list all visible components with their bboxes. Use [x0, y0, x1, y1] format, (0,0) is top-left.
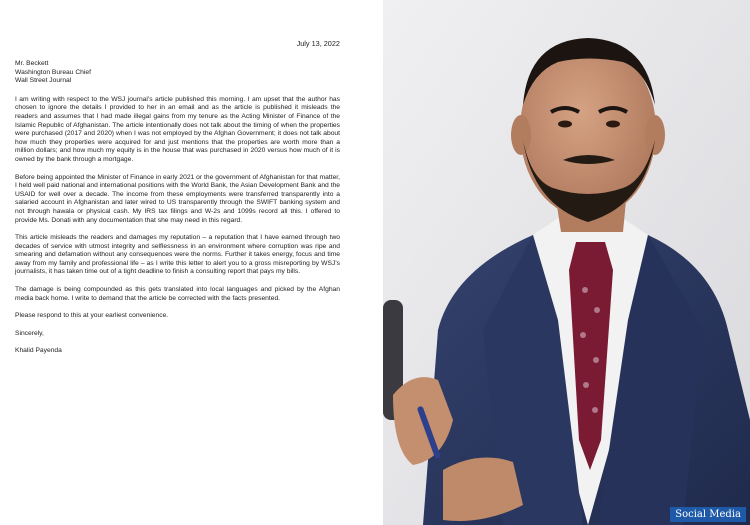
right-ear	[645, 115, 665, 155]
watermark-badge: Social Media	[670, 507, 746, 522]
speaker-illustration	[383, 0, 750, 525]
left-ear	[511, 115, 531, 155]
left-eye	[558, 121, 572, 128]
paragraph-2: Before being appointed the Minister of Finance in early 2021 or the government of Afghanistan for that matter, I held well paid national and international positions with the World Bank, the Asian Development Bank and the USAID for well over a decade. The income from these employments were transferred transparently into a salaried account in Afghanistan and later wired to US transparently through the SWIFT banking system and not through hawala or physical cash. My IRS tax filings and W-2s and 1099s record all this. I offered to provide Ms. Donati with any documentation that she may need in this regard.	[15, 173, 340, 224]
speaker-photo	[383, 0, 750, 525]
paragraph-5: Please respond to this at your earliest convenience.	[15, 312, 169, 320]
paragraph-4: The damage is being compounded as this gets translated into local languages and picked by the Afghan media back home. I write to demand that the article be corrected with the facts presented.	[15, 286, 340, 302]
signature: Khalid Payenda	[15, 347, 62, 355]
letter-date: July 13, 2022	[296, 39, 340, 48]
recipient-org: Wall Street Journal	[15, 77, 72, 85]
recipient-name: Mr. Beckett	[15, 60, 49, 67]
recipient-title: Washington Bureau Chief	[15, 68, 91, 76]
closing: Sincerely,	[15, 329, 44, 337]
paragraph-1: I am writing with respect to the WSJ journal’s article published this morning. I am upset that the author has chosen to ignore the details I provided to her in an email and as the article is published it misleads the readers and assumes that I had made illegal gains from my tenure as the Acting Minister of Finance of the Islamic Republic of Afghanistan. The article intentionally does not talk about the timing of when the properties were purchased (2017 and 2020) when I was not employed by the Afghan Government; it does not talk about how much they properties were acquired for and just mentions that the properties are worth more than a million dollars; and how much my equity is in the house that was purchased in 2020 versus how much of it is owned by the bank through a mortgage.	[15, 95, 340, 163]
recipient-block	[15, 60, 340, 86]
paragraph-3: This article misleads the readers and damages my reputation – a reputation that I have earned through two decades of service with utmost integrity and selflessness in an environment where corruption was ripe and smearing and defamation without any consequences were the norms. Further it takes energy, focus and time away from my family and professional life – as I write this letter to alert you to a gross misreporting by WSJ’s journalists, it has taken time out of a tight deadline to finish a consulting report that pays my bills.	[15, 234, 340, 276]
right-eye	[606, 121, 620, 128]
letter-body	[15, 60, 340, 356]
